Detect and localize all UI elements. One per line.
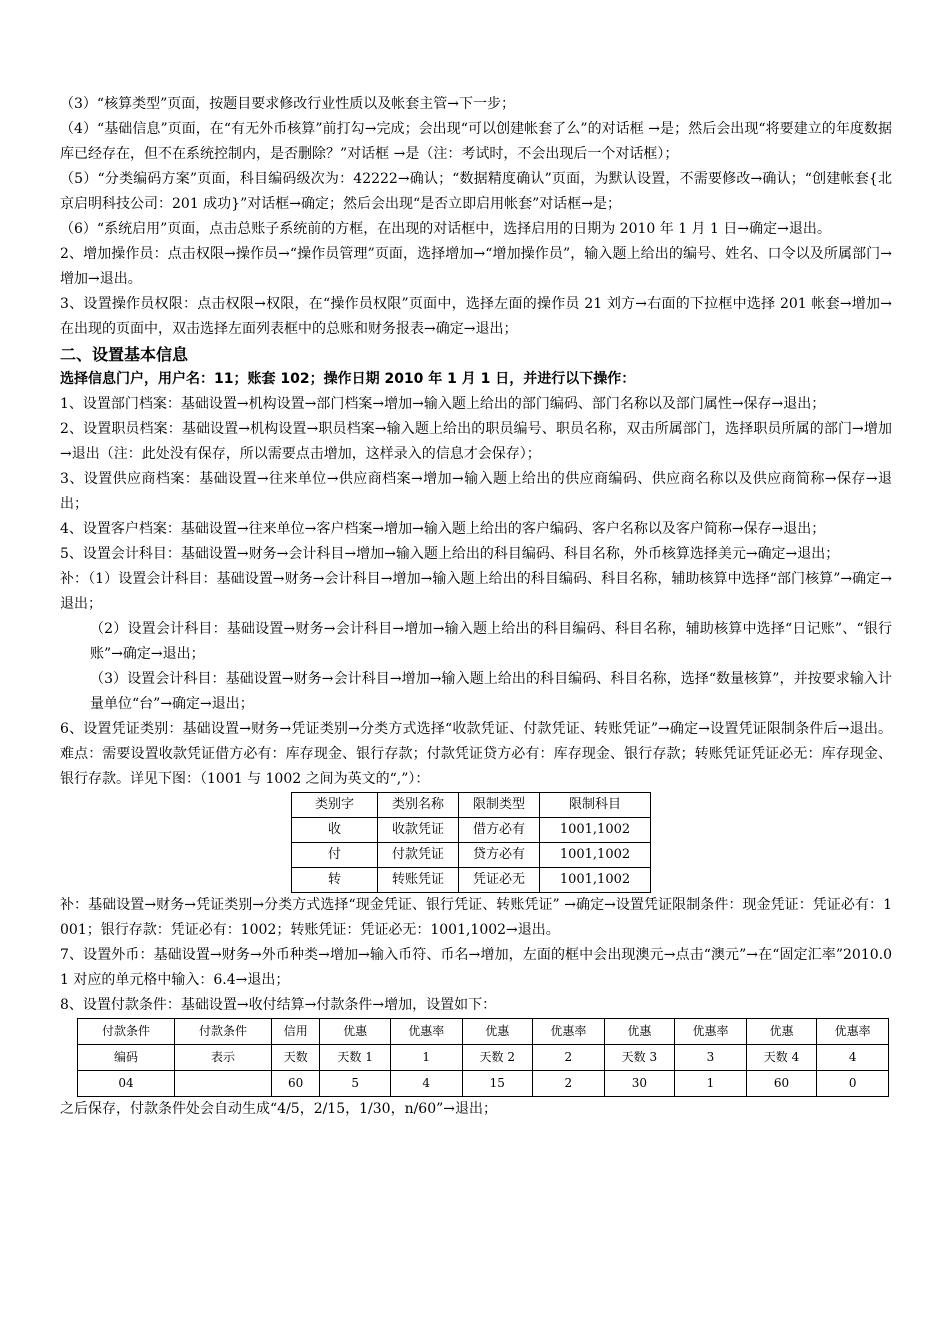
paragraph-step-5: （5）“分类编码方案”页面，科目编码级次为：42222→确认；“数据精度确认”页面，为默认设置，不需要修改→确认；“创建帐套{北京启明科技公司：201 成功}”对话框→确定；然后会出现“是否立即启用帐套”对话框→是； bbox=[60, 171, 892, 212]
table-row bbox=[78, 1071, 889, 1097]
table-header-cell: 类别字 bbox=[292, 793, 378, 818]
paragraph-voucher-type: 6、设置凭证类别：基础设置→财务→凭证类别→分类方式选择“收款凭证、付款凭证、转账凭证”→确定→设置凭证限制条件后→退出。难点：需要设置收款凭证借方必有：库存现金、银行存款；付款凭证贷方必有：库存现金、银行存款；转账凭证凭证必无：库存现金、银行存款。详见下图：（1001 与 1002 之间为英文的“,”）： bbox=[60, 721, 892, 787]
table-cell: 60 bbox=[272, 1071, 320, 1097]
table-cell: 1001,1002 bbox=[540, 868, 651, 893]
table-header-cell: 编码 bbox=[78, 1045, 175, 1071]
table-header-cell: 天数 3 bbox=[604, 1045, 675, 1071]
table-cell: 0 bbox=[817, 1071, 889, 1097]
paragraph-supplement-1: 补：（1）设置会计科目：基础设置→财务→会计科目→增加→输入题上给出的科目编码、科目名称，辅助核算中选择“部门核算”→确定→退出； bbox=[60, 571, 892, 612]
table-cell: 付 bbox=[292, 843, 378, 868]
table-header-cell: 付款条件 bbox=[175, 1019, 272, 1045]
table-header-cell: 天数 4 bbox=[746, 1045, 817, 1071]
table-header-cell: 优惠率 bbox=[675, 1019, 747, 1045]
table-header-row bbox=[78, 1045, 889, 1071]
paragraph-supplement-2: （2）设置会计科目：基础设置→财务→会计科目→增加→输入题上给出的科目编码、科目名称，辅助核算中选择“日记账”、“银行账”→确定→退出； bbox=[90, 621, 892, 662]
table-cell: 15 bbox=[462, 1071, 533, 1097]
paragraph-supplier: 3、设置供应商档案：基础设置→往来单位→供应商档案→增加→输入题上给出的供应商编码、供应商名称以及供应商简称→保存→退出； bbox=[60, 471, 892, 512]
table-header-cell: 限制科目 bbox=[540, 793, 651, 818]
table-header-cell: 2 bbox=[533, 1045, 605, 1071]
paragraph-customer: 4、设置客户档案：基础设置→往来单位→客户档案→增加→输入题上给出的客户编码、客户名称以及客户简称→保存→退出； bbox=[60, 521, 826, 537]
table-cell bbox=[175, 1071, 272, 1097]
table-header-cell: 限制类型 bbox=[459, 793, 540, 818]
paragraph-payment-terms: 8、设置付款条件：基础设置→收付结算→付款条件→增加，设置如下： bbox=[60, 997, 497, 1013]
payment-terms-table bbox=[77, 1018, 889, 1097]
voucher-type-table bbox=[291, 792, 651, 893]
paragraph-currency: 7、设置外币：基础设置→财务→外币种类→增加→输入币符、币名→增加，左面的框中会出现澳元→点击“澳元”→在“固定汇率”2010.01 对应的单元格中输入：6.4→退出； bbox=[60, 947, 892, 988]
table-header-cell: 付款条件 bbox=[78, 1019, 175, 1045]
table-cell: 5 bbox=[320, 1071, 391, 1097]
paragraph-account: 5、设置会计科目：基础设置→财务→会计科目→增加→输入题上给出的科目编码、科目名称，外币核算选择美元→确定→退出； bbox=[60, 546, 840, 562]
table-cell: 1001,1002 bbox=[540, 818, 651, 843]
paragraph-closing: 之后保存，付款条件处会自动生成“4/5，2/15，1/30，n/60”→退出； bbox=[60, 1101, 497, 1117]
table-header-cell: 4 bbox=[817, 1045, 889, 1071]
table-header-cell: 优惠 bbox=[604, 1019, 675, 1045]
table-header-cell: 天数 bbox=[272, 1045, 320, 1071]
table-header-cell: 优惠 bbox=[746, 1019, 817, 1045]
table-header-cell: 优惠率 bbox=[533, 1019, 605, 1045]
table-row bbox=[292, 843, 651, 868]
table-header-cell: 类别名称 bbox=[378, 793, 459, 818]
table-cell: 转 bbox=[292, 868, 378, 893]
paragraph-employee: 2、设置职员档案：基础设置→机构设置→职员档案→输入题上给出的职员编号、职员名称，双击所属部门，选择职员所属的部门→增加→退出（注：此处没有保存，所以需要点击增加，这样录入的信息才会保存）； bbox=[60, 421, 892, 462]
table-header-cell: 优惠 bbox=[462, 1019, 533, 1045]
table-cell: 60 bbox=[746, 1071, 817, 1097]
table-cell: 转账凭证 bbox=[378, 868, 459, 893]
login-instruction: 选择信息门户，用户名：11；账套 102；操作日期 2010 年 1 月 1 日，并进行以下操作： bbox=[60, 371, 636, 387]
document-body bbox=[60, 92, 892, 1122]
table-row bbox=[292, 818, 651, 843]
table-header-row bbox=[292, 793, 651, 818]
table-header-cell: 1 bbox=[390, 1045, 462, 1071]
table-header-cell: 优惠率 bbox=[817, 1019, 889, 1045]
paragraph-step-4: （4）“基础信息”页面，在“有无外币核算”前打勾→完成；会出现“可以创建帐套了么”的对话框 →是；然后会出现“将要建立的年度数据库已经存在，但不在系统控制内，是否删除？”对话框 →是（注：考试时，不会出现后一个对话框）； bbox=[60, 121, 892, 162]
paragraph-department: 1、设置部门档案：基础设置→机构设置→部门档案→增加→输入题上给出的部门编码、部门名称以及部门属性→保存→退出； bbox=[60, 396, 826, 412]
table-header-cell: 优惠率 bbox=[390, 1019, 462, 1045]
table-header-cell: 信用 bbox=[272, 1019, 320, 1045]
table-cell: 凭证必无 bbox=[459, 868, 540, 893]
table-header-cell: 优惠 bbox=[320, 1019, 391, 1045]
table-header-cell: 天数 2 bbox=[462, 1045, 533, 1071]
table-header-cell: 天数 1 bbox=[320, 1045, 391, 1071]
table-cell: 1 bbox=[675, 1071, 747, 1097]
table-cell: 付款凭证 bbox=[378, 843, 459, 868]
table-header-cell: 表示 bbox=[175, 1045, 272, 1071]
table-cell: 30 bbox=[604, 1071, 675, 1097]
table-cell: 贷方必有 bbox=[459, 843, 540, 868]
table-cell: 2 bbox=[533, 1071, 605, 1097]
paragraph-operator-permission: 3、设置操作员权限：点击权限→权限，在“操作员权限”页面中，选择左面的操作员 21 刘方→右面的下拉框中选择 201 帐套→增加→在出现的页面中，双击选择左面列表框中的总账和财务报表→确定→退出； bbox=[60, 296, 892, 337]
paragraph-voucher-supplement: 补：基础设置→财务→凭证类别→分类方式选择“现金凭证、银行凭证、转账凭证” →确定→设置凭证限制条件：现金凭证：凭证必有：1001；银行存款：凭证必有：1002；转账凭证：凭证必无：1001,1002→退出。 bbox=[60, 897, 892, 938]
table-cell: 1001,1002 bbox=[540, 843, 651, 868]
paragraph-step-6: （6）“系统启用”页面，点击总账子系统前的方框，在出现的对话框中，选择启用的日期为 2010 年 1 月 1 日→确定→退出。 bbox=[60, 221, 831, 237]
table-header-cell: 3 bbox=[675, 1045, 747, 1071]
paragraph-supplement-3: （3）设置会计科目：基础设置→财务→会计科目→增加→输入题上给出的科目编码、科目名称，选择“数量核算”，并按要求输入计量单位“台”→确定→退出； bbox=[90, 671, 892, 712]
table-cell: 04 bbox=[78, 1071, 175, 1097]
table-cell: 4 bbox=[390, 1071, 462, 1097]
table-row bbox=[292, 868, 651, 893]
table-header-row bbox=[78, 1019, 889, 1045]
paragraph-step-3: （3）“核算类型”页面，按题目要求修改行业性质以及帐套主管→下一步； bbox=[60, 96, 515, 112]
paragraph-add-operator: 2、增加操作员：点击权限→操作员→“操作员管理”页面，选择增加→“增加操作员”，输入题上给出的编号、姓名、口令以及所属部门→增加→退出。 bbox=[60, 246, 892, 287]
table-cell: 借方必有 bbox=[459, 818, 540, 843]
table-cell: 收款凭证 bbox=[378, 818, 459, 843]
table-cell: 收 bbox=[292, 818, 378, 843]
section-title: 二、设置基本信息 bbox=[60, 345, 189, 364]
